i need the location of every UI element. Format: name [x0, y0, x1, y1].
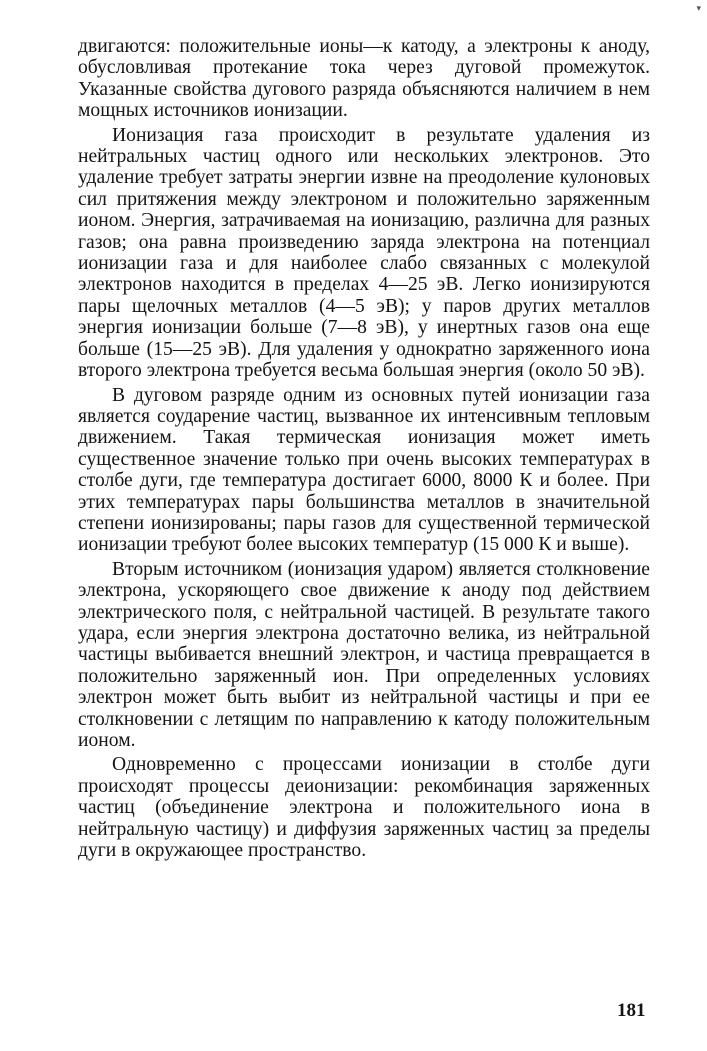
- paragraph-3: В дуговом разряде одним из основных путей ионизации газа является соударение частиц, вызванное их интенсивным тепловым движением. Такая термическая ионизация может иметь существенное значение только при очень высоких температурах в столбе дуги, где температура достигает 6000, 8000 К и более. При этих температурах пары большинства металлов в значительной степени ионизированы; пары газов для существенной термической ионизации требуют более высоких температур (15 000 К и выше).: [78, 384, 650, 556]
- scan-corner-mark: ▾: [696, 4, 701, 14]
- page-number: 181: [617, 1000, 646, 1021]
- page-body: [78, 36, 650, 861]
- paragraph-5: Одновременно с процессами ионизации в столбе дуги происходят процессы деионизации: рекомбинация заряженных частиц (объединение электрона и положительного иона в нейтральную частицу) и диффузия заряженных частиц за пределы дуги в окружающее пространство.: [78, 754, 650, 862]
- paragraph-1: двигаются: положительные ионы—к катоду, а электроны к аноду, обусловливая протекание тока через дуговой промежуток. Указанные свойства дугового разряда объясняются наличием в нем мощных источников ионизации.: [78, 36, 650, 122]
- paragraph-2: Ионизация газа происходит в результате удаления из нейтральных частиц одного или нескольких электронов. Это удаление требует затраты энергии извне на преодоление кулоновых сил притяжения между электроном и положительно заряженным ионом. Энергия, затрачиваемая на ионизацию, различна для разных газов; она равна произведению заряда электрона на потенциал ионизации газа и для наиболее слабо связанных с молекулой электронов находится в пределах 4—25 эВ. Легко ионизируются пары щелочных металлов (4—5 эВ); у паров других металлов энергия ионизации больше (7—8 эВ), у инертных газов она еще больше (15—25 эВ). Для удаления у однократно заряженного иона второго электрона требуется весьма большая энергия (около 50 эВ).: [78, 124, 650, 382]
- paragraph-4: Вторым источником (ионизация ударом) является столкновение электрона, ускоряющего свое движение к аноду под действием электрического поля, с нейтральной частицей. В результате такого удара, если энергия электрона достаточно велика, из нейтральной частицы выбивается внешний электрон, и частица превращается в положительно заряженный ион. При определенных условиях электрон может быть выбит из нейтральной частицы и при ее столкновении с летящим по направлению к катоду положительным ионом.: [78, 558, 650, 751]
